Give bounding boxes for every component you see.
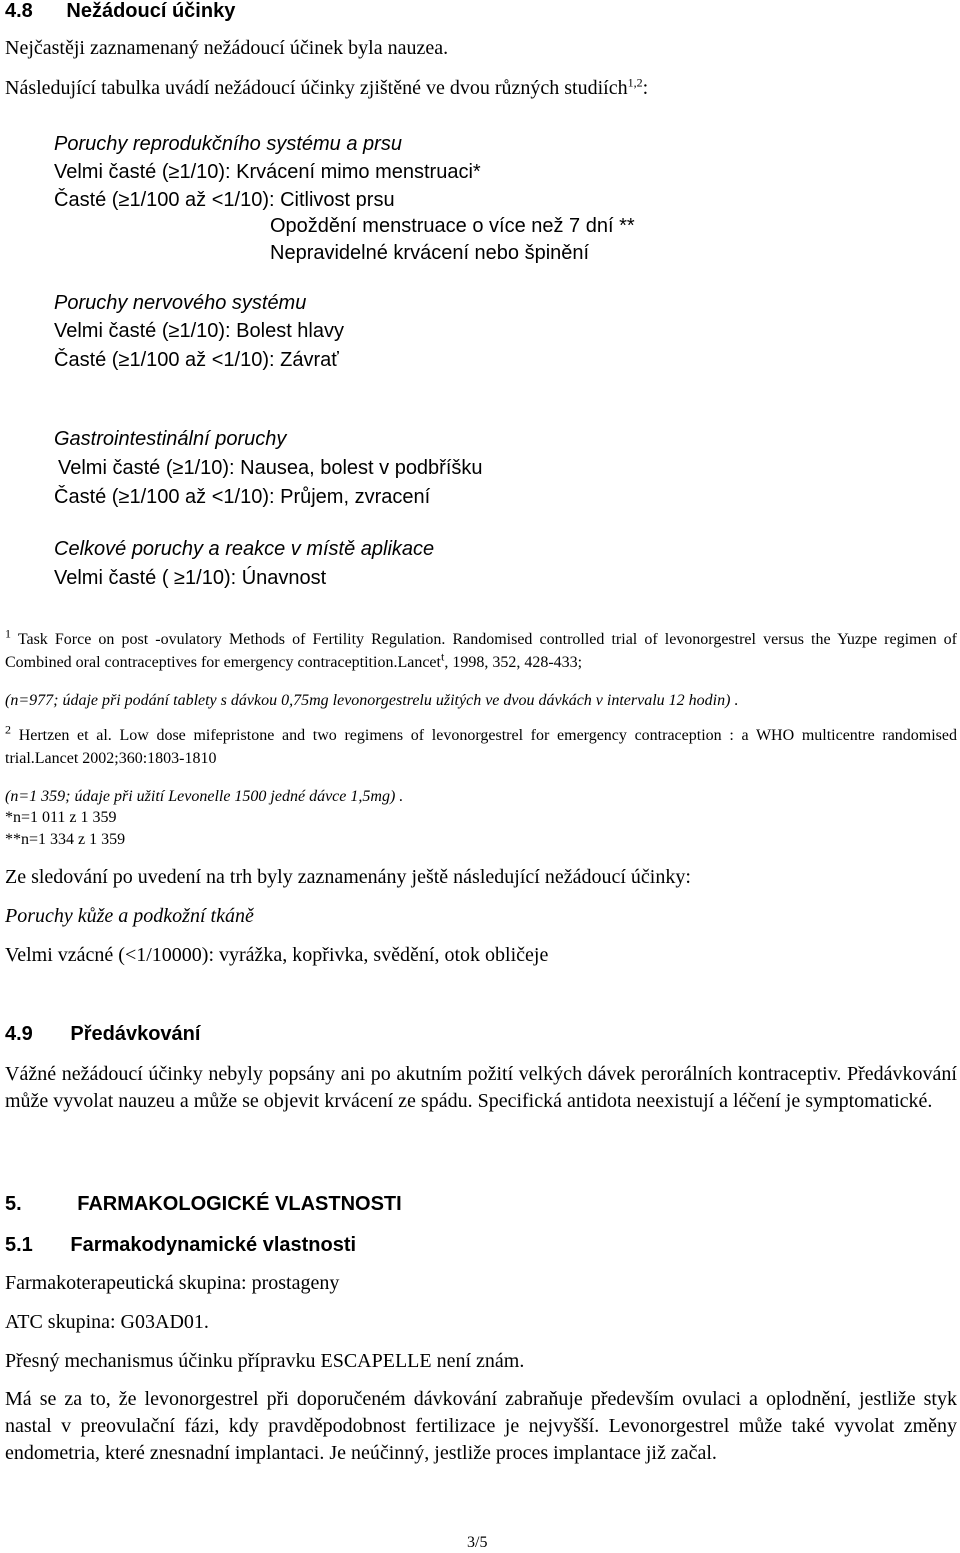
reference-1: $^1$ Task Force on post -ovulatory Methods of Fertility Regulation. Randomised controlled trial of levonorgestrel versus the Yuzpe regimen of Combined oral contraceptives for emergency contraceptition.Lancet$^t$, 1998, 352, 428-433;: [5, 626, 957, 671]
group-gi-line-1: Velmi časté (≥1/10): Nausea, bolest v podbříšku: [58, 457, 483, 479]
section-5-1-p2: ATC skupina: G03AD01.: [5, 1311, 209, 1333]
group-gi-title: Gastrointestinální poruchy: [54, 428, 287, 450]
group-nervous-line-2: Časté (≥1/100 až <1/10): Závrať: [54, 349, 339, 371]
citation-superscript: 1,2: [627, 75, 643, 90]
intro-line-1: Nejčastěji zaznamenaný nežádoucí účinek byla nauzea.: [5, 37, 449, 59]
section-title: Farmakodynamické vlastnosti: [70, 1234, 357, 1256]
section-4-8-heading: [5, 0, 235, 23]
section-title: FARMAKOLOGICKÉ VLASTNOSTI: [77, 1193, 402, 1215]
reference-1-note: (n=977; údaje při podání tablety s dávkou 0,75mg levonorgestrelu užitých ve dvou dávkách v intervalu 12 hodin) .: [5, 692, 739, 709]
section-number: 5.: [5, 1193, 22, 1215]
section-title: Předávkování: [70, 1023, 201, 1045]
group-gi-line-2: Časté (≥1/100 až <1/10): Průjem, zvracení: [54, 486, 431, 508]
group-general-line-1: Velmi časté ( ≥1/10): Únavnost: [54, 567, 327, 589]
post-marketing-title: Poruchy kůže a podkožní tkáně: [5, 905, 254, 927]
reference-number: 1: [5, 626, 11, 641]
post-marketing-line-1: Velmi vzácné (<1/10000): vyrážka, kopřivka, svědění, otok obličeje: [5, 944, 549, 966]
section-5-1-p1: Farmakoterapeutická skupina: prostageny: [5, 1272, 340, 1294]
section-5-1-p3: Přesný mechanismus účinku přípravku ESCAPELLE není znám.: [5, 1350, 525, 1372]
reference-2-n2: **n=1 334 z 1 359: [5, 831, 126, 848]
group-nervous-title: Poruchy nervového systému: [54, 292, 307, 314]
group-nervous-line-1: Velmi časté (≥1/10): Bolest hlavy: [54, 320, 344, 342]
group-reproductive-line-1: Velmi časté (≥1/10): Krvácení mimo menstruaci*: [54, 161, 481, 183]
group-reproductive-line-3: Opoždění menstruace o více než 7 dní **: [270, 215, 635, 237]
reference-number: 2: [5, 722, 11, 737]
section-5-1-p4: Má se za to, že levonorgestrel při doporučeném dávkování zabraňuje především ovulaci a oplodnění, jestliže styk nastal v preovulační fázi, kdy pravděpodobnost fertilizace je nejvyšší. Levonorgestrel může také vyvolat změny endometria, které znesnadní implantaci. Je neúčinný, jestliže proces implantace již začal.: [5, 1388, 957, 1464]
section-title: Nežádoucí účinky: [66, 0, 236, 22]
group-reproductive-line-4: Nepravidelné krvácení nebo špinění: [270, 242, 590, 264]
section-number: 4.9: [5, 1023, 33, 1045]
group-reproductive-title: Poruchy reprodukčního systému a prsu: [54, 133, 402, 155]
section-4-9-body: Vážné nežádoucí účinky nebyly popsány ani po akutním požití velkých dávek perorálních kontraceptiv. Předávkování může vyvolat nauzeu a může se objevit krvácení ze spádu. Specifická antidota neexistují a léčení je symptomatické.: [5, 1063, 957, 1112]
group-general-title: Celkové poruchy a reakce v místě aplikace: [54, 538, 435, 560]
section-4-9-heading: [5, 1023, 200, 1046]
section-number: 5.1: [5, 1234, 33, 1256]
page-number: 3/5: [467, 1534, 488, 1551]
reference-2-n1: *n=1 011 z 1 359: [5, 809, 117, 826]
section-5-1-heading: [5, 1234, 356, 1257]
intro-line-2: Následující tabulka uvádí nežádoucí účinky zjištěné ve dvou různých studiích$^{1,2}$:: [5, 75, 649, 99]
reference-2: $^2$ Hertzen et al. Low dose mifepristone and two regimens of levonorgestrel for emergency contraception : a WHO multicentre randomised trial.Lancet 2002;360:1803-1810: [5, 722, 958, 767]
group-reproductive-line-2: Časté (≥1/100 až <1/10): Citlivost prsu: [54, 189, 395, 211]
section-5-heading: [5, 1193, 402, 1216]
reference-2-note: (n=1 359; údaje při užití Levonelle 1500 jedné dávce 1,5mg) .: [5, 788, 404, 805]
post-marketing-intro: Ze sledování po uvedení na trh byly zaznamenány ještě následující nežádoucí účinky:: [5, 866, 691, 888]
section-number: 4.8: [5, 0, 33, 22]
